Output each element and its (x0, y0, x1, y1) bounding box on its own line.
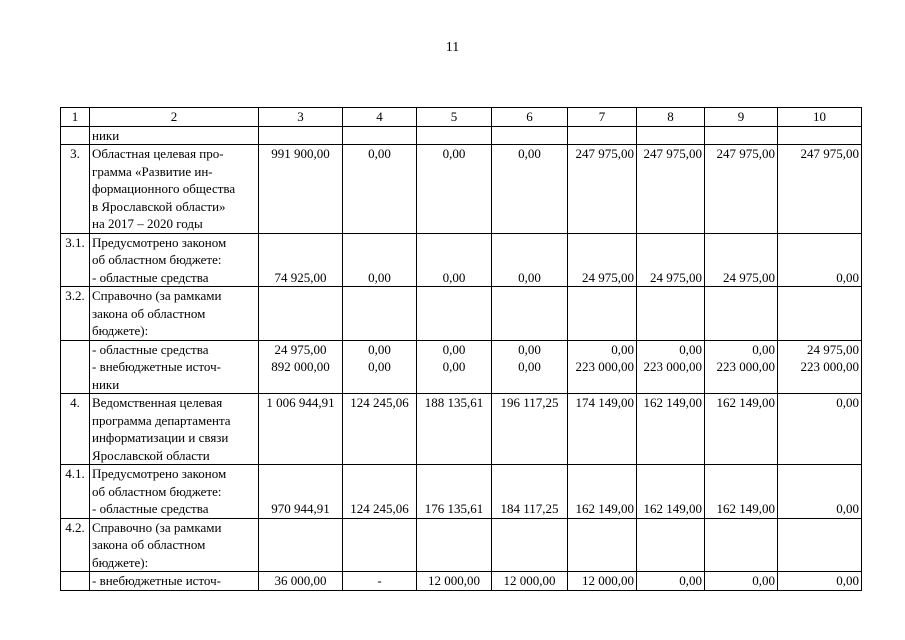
value-cell: 162 149,00 (705, 394, 778, 465)
value-line: 0,00 (368, 341, 391, 357)
value-cell (705, 287, 778, 341)
value-cell: 184 117,25 (492, 465, 568, 519)
table-body (61, 126, 862, 590)
description-line: информатизации и связи (92, 430, 229, 445)
table-row (61, 287, 862, 341)
value-cell (417, 340, 492, 394)
value-cell (259, 126, 343, 145)
description-line: Предусмотрено законом (92, 234, 227, 250)
value-line: 0,00 (752, 341, 775, 357)
column-header: 3 (259, 108, 343, 127)
column-header: 7 (568, 108, 637, 127)
value-cell: 0,00 (637, 572, 705, 591)
description-line: ники (92, 376, 120, 392)
value-cell (259, 287, 343, 341)
value-cell: 0,00 (343, 233, 417, 287)
row-description-cell (90, 518, 259, 572)
value-line: 0,00 (679, 341, 702, 357)
row-description-cell (90, 572, 259, 591)
value-cell: 24 975,00 (705, 233, 778, 287)
description-line: программа департамента (92, 412, 231, 428)
row-description-cell (90, 233, 259, 287)
value-cell: 1 006 944,91 (259, 394, 343, 465)
value-cell: 0,00 (778, 465, 862, 519)
value-cell (492, 518, 568, 572)
table-header-row (61, 108, 862, 127)
description-line: в Ярославской области» (92, 198, 226, 214)
value-line: 0,00 (442, 359, 466, 374)
value-cell: 74 925,00 (259, 233, 343, 287)
row-number-cell (61, 340, 90, 394)
value-cell (705, 340, 778, 394)
description-line: бюджете): (92, 323, 149, 338)
value-cell: 0,00 (417, 145, 492, 234)
value-line: 223 000,00 (716, 359, 775, 374)
row-number-cell: 3.2. (61, 287, 90, 341)
row-description-cell (90, 465, 259, 519)
value-cell (417, 126, 492, 145)
value-cell: 12 000,00 (417, 572, 492, 591)
description-line: бюджете): (92, 554, 149, 570)
value-cell: 0,00 (778, 572, 862, 591)
value-cell (492, 340, 568, 394)
description-line: Справочно (за рамками (92, 288, 222, 303)
value-line: 223 000,00 (575, 359, 634, 374)
column-header: 6 (492, 108, 568, 127)
value-line: 223 000,00 (800, 359, 859, 374)
value-cell: 0,00 (417, 233, 492, 287)
table-row (61, 572, 862, 591)
value-cell: 24 975,00 (637, 233, 705, 287)
value-cell (568, 340, 637, 394)
column-header: 8 (637, 108, 705, 127)
column-header: 5 (417, 108, 492, 127)
column-header: 10 (778, 108, 862, 127)
description-line: Ярославской области (92, 447, 210, 463)
table-row (61, 465, 862, 519)
value-cell (492, 126, 568, 145)
value-cell (705, 126, 778, 145)
value-cell: 124 245,06 (343, 465, 417, 519)
description-line: Справочно (за рамками (92, 519, 222, 535)
row-description-cell (90, 287, 259, 341)
value-cell: 247 975,00 (778, 145, 862, 234)
value-cell (568, 126, 637, 145)
description-line: грамма «Развитие ин- (92, 163, 213, 179)
value-cell: 0,00 (492, 145, 568, 234)
description-line: - внебюджетные источ- (92, 573, 221, 588)
column-header: 1 (61, 108, 90, 127)
value-cell (568, 287, 637, 341)
description-line: закона об областном (92, 305, 206, 321)
row-description-cell (90, 145, 259, 234)
row-number-cell: 4. (61, 394, 90, 465)
row-number-cell: 3. (61, 145, 90, 234)
value-cell: 124 245,06 (343, 394, 417, 465)
value-line: 0,00 (368, 359, 391, 374)
row-number-cell: 4.1. (61, 465, 90, 519)
row-description-cell (90, 340, 259, 394)
value-line: 24 975,00 (274, 341, 327, 357)
value-cell (637, 126, 705, 145)
value-cell (778, 287, 862, 341)
value-cell: 162 149,00 (568, 465, 637, 519)
value-cell (259, 518, 343, 572)
value-cell: 970 944,91 (259, 465, 343, 519)
value-cell: 162 149,00 (705, 465, 778, 519)
value-line: 892 000,00 (271, 359, 330, 374)
value-cell: 247 975,00 (705, 145, 778, 234)
page-number: 11 (445, 40, 460, 55)
budget-table (60, 107, 862, 591)
value-cell (568, 518, 637, 572)
value-cell (778, 126, 862, 145)
value-cell (492, 287, 568, 341)
description-line: об областном бюджете: (92, 483, 222, 499)
value-cell (778, 518, 862, 572)
value-cell: 991 900,00 (259, 145, 343, 234)
value-cell: 162 149,00 (637, 394, 705, 465)
value-cell: 174 149,00 (568, 394, 637, 465)
description-line: - областные средства (92, 269, 209, 285)
value-cell: 247 975,00 (637, 145, 705, 234)
column-header: 9 (705, 108, 778, 127)
row-number-cell (61, 126, 90, 145)
table-row (61, 145, 862, 234)
value-line: 223 000,00 (643, 359, 702, 374)
value-cell (343, 340, 417, 394)
table-row (61, 340, 862, 394)
value-cell (637, 287, 705, 341)
value-cell (417, 287, 492, 341)
value-cell: 12 000,00 (568, 572, 637, 591)
table-row (61, 126, 862, 145)
value-cell (637, 340, 705, 394)
row-number-cell: 4.2. (61, 518, 90, 572)
value-cell (259, 340, 343, 394)
row-number-cell: 3.1. (61, 233, 90, 287)
value-cell: 0,00 (778, 394, 862, 465)
value-cell: 176 135,61 (417, 465, 492, 519)
value-line: 0,00 (611, 341, 634, 357)
table-row (61, 518, 862, 572)
table-row (61, 233, 862, 287)
value-cell (778, 340, 862, 394)
value-cell (417, 518, 492, 572)
row-description-cell (90, 394, 259, 465)
description-line: - внебюджетные источ- (92, 359, 221, 374)
description-line: формационного общества (92, 181, 236, 196)
value-cell: 247 975,00 (568, 145, 637, 234)
value-cell: - (343, 572, 417, 591)
column-header: 2 (90, 108, 259, 127)
value-line: 0,00 (518, 359, 541, 374)
value-cell: 0,00 (343, 145, 417, 234)
description-line: - областные средства (92, 341, 209, 357)
value-cell: 188 135,61 (417, 394, 492, 465)
description-line: закона об областном (92, 537, 206, 552)
row-description-cell (90, 126, 259, 145)
description-line: ники (92, 127, 120, 143)
description-line: на 2017 – 2020 годы (92, 216, 203, 231)
description-line: - областные средства (92, 501, 209, 516)
description-line: об областном бюджете: (92, 252, 222, 267)
value-cell: 24 975,00 (568, 233, 637, 287)
value-cell (637, 518, 705, 572)
value-line: 0,00 (442, 341, 466, 357)
value-line: 24 975,00 (807, 341, 859, 357)
row-number-cell (61, 572, 90, 591)
value-cell: 0,00 (492, 233, 568, 287)
value-cell: 36 000,00 (259, 572, 343, 591)
description-line: Ведомственная целевая (92, 395, 223, 410)
value-cell (343, 126, 417, 145)
value-cell: 196 117,25 (492, 394, 568, 465)
value-cell (705, 518, 778, 572)
description-line: Предусмотрено законом (92, 466, 227, 481)
description-line: Областная целевая про- (92, 146, 224, 161)
value-cell (343, 287, 417, 341)
table-row (61, 394, 862, 465)
value-line: 0,00 (518, 341, 541, 357)
value-cell: 0,00 (778, 233, 862, 287)
column-header: 4 (343, 108, 417, 127)
value-cell (343, 518, 417, 572)
value-cell: 162 149,00 (637, 465, 705, 519)
value-cell: 12 000,00 (492, 572, 568, 591)
value-cell: 0,00 (705, 572, 778, 591)
